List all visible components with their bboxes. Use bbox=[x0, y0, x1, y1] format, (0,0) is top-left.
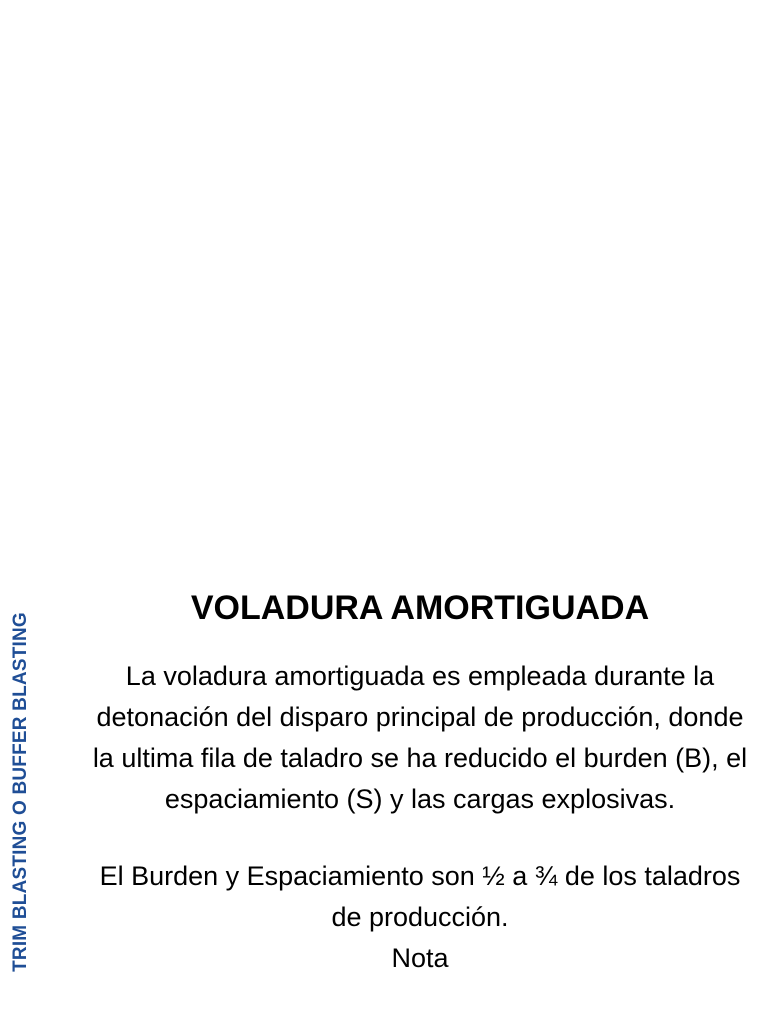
slide-content bbox=[84, 586, 756, 979]
slide-title: VOLADURA AMORTIGUADA bbox=[190, 589, 650, 627]
side-label: TRIM BLASTING O BUFFER BLASTING bbox=[10, 612, 32, 972]
note-label: Nota bbox=[391, 943, 449, 973]
side-label-container bbox=[4, 582, 38, 1002]
paragraph-description: La voladura amortiguada es empleada durante la detonación del disparo principal de producción, donde la ultima fila de taladro se ha reducido el burden (B), el espaciamiento (S) y las cargas explosivas. bbox=[92, 661, 748, 814]
paragraph-burden-spacing: El Burden y Espaciamiento son ½ a ¾ de los taladros de producción. bbox=[99, 861, 741, 932]
